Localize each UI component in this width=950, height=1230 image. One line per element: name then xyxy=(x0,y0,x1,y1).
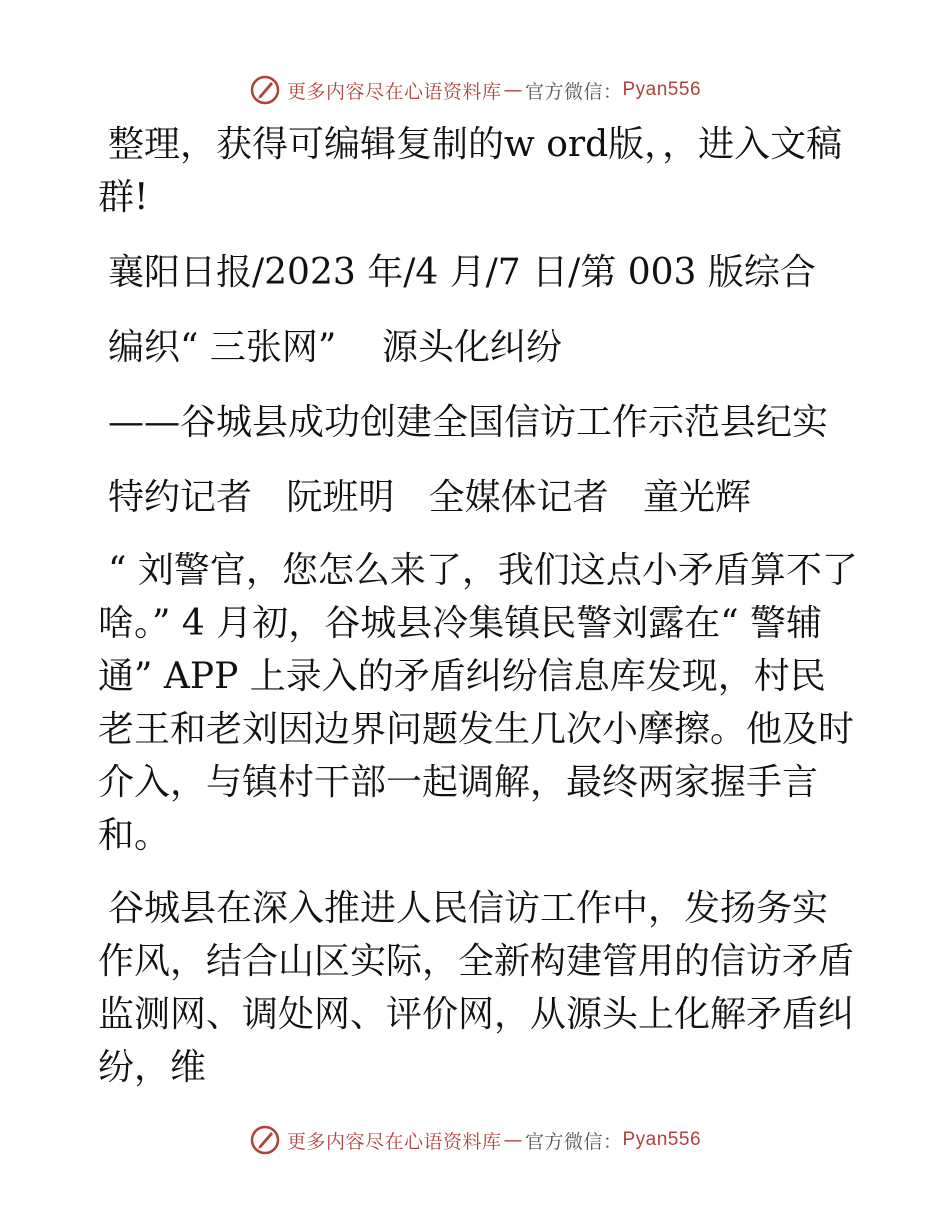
source-line: 襄阳日报/2023 年/4 月/7 日/第 003 版综合 xyxy=(108,252,816,293)
watermark-label: 官方微信： xyxy=(524,80,623,103)
watermark-id: Pyan556 xyxy=(622,79,702,100)
body-paragraph-1: “ 刘警官，您怎么来了，我们这点小矛盾算不了啥。” 4 月初，谷城县冷集镇民警刘露在“ 警辅通” APP 上录入的矛盾纠纷信息库发现，村民老王和老刘因边界问题发生几次小摩擦。他及时介入，与镇村干部一起调解，最终两家握手言和。 xyxy=(98,550,858,856)
document-body xyxy=(98,118,858,1094)
watermark-separator: — xyxy=(503,79,523,101)
watermark-text: 更多内容尽在心语资料库 xyxy=(286,1130,502,1153)
intro-paragraph: 整理，获得可编辑复制的w ord版，，进入文稿群! xyxy=(98,124,843,218)
byline: 特约记者 阮班明 全媒体记者 童光辉 xyxy=(108,477,751,518)
watermark-id: Pyan556 xyxy=(622,1129,702,1150)
quill-pen-logo-icon xyxy=(249,74,281,106)
article-title: 编织“ 三张网” 源头化纠纷 xyxy=(108,327,563,368)
article-subtitle: ——谷城县成功创建全国信访工作示范县纪实 xyxy=(108,402,829,443)
body-paragraph-2: 谷城县在深入推进人民信访工作中，发扬务实作风，结合山区实际，全新构建管用的信访矛盾监测网、调处网、评价网，从源头上化解矛盾纠纷，维 xyxy=(98,888,855,1088)
header-watermark xyxy=(0,72,950,108)
watermark-separator: — xyxy=(503,1129,523,1151)
watermark-label: 官方微信： xyxy=(524,1130,623,1153)
watermark-text: 更多内容尽在心语资料库 xyxy=(286,80,502,103)
quill-pen-logo-icon xyxy=(249,1124,281,1156)
footer-watermark xyxy=(0,1122,950,1158)
